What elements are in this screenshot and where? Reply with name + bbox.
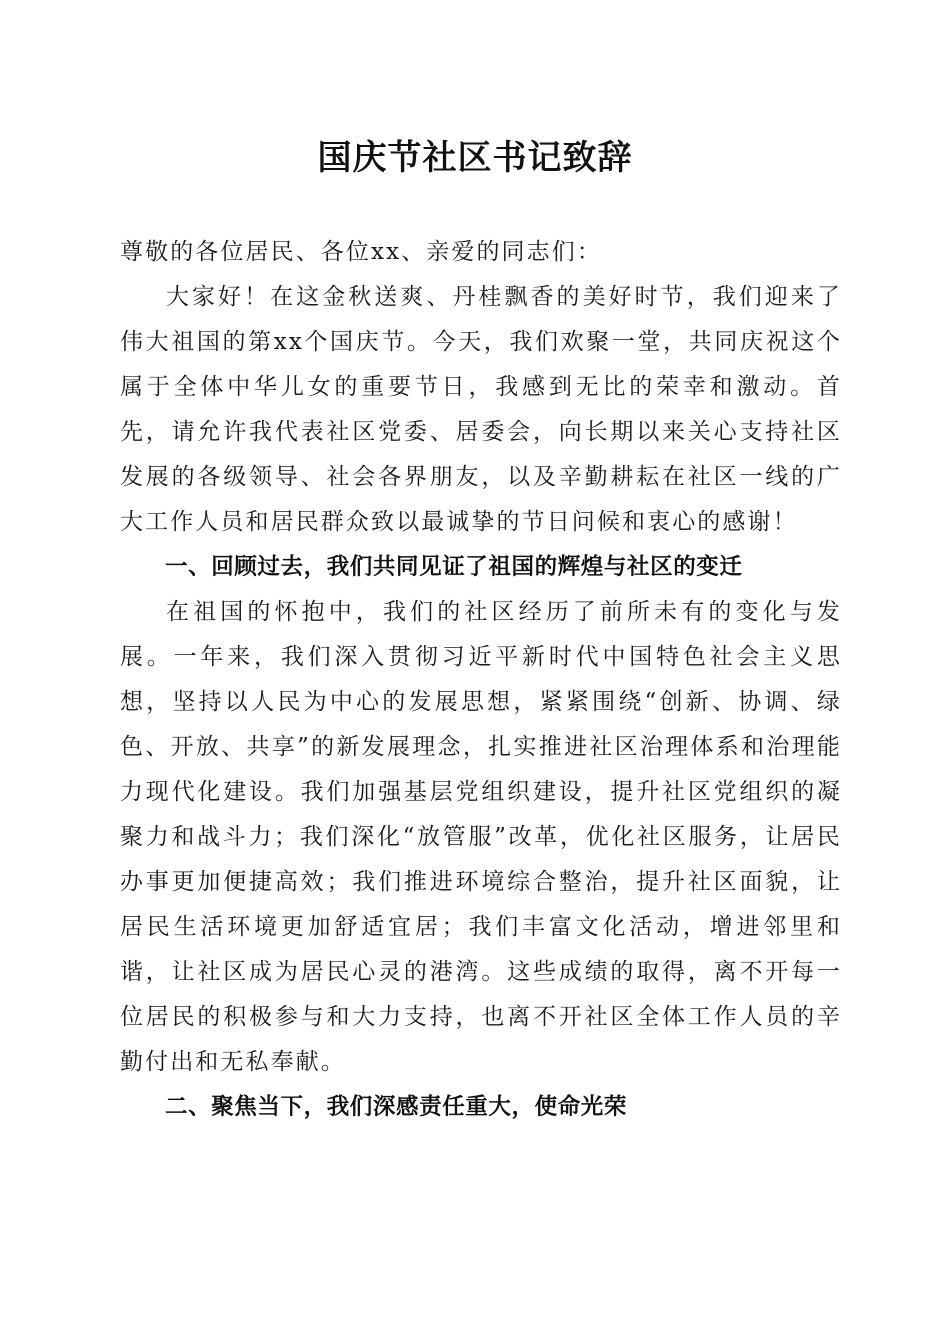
section-heading-1: 一、回顾过去，我们共同见证了祖国的辉煌与社区的变迁 [165, 554, 743, 580]
salutation: 尊敬的各位居民、各位xx、亲爱的同志们： [120, 239, 602, 265]
document-body [120, 230, 842, 1130]
document-title: 国庆节社区书记致辞 [317, 138, 633, 178]
section-1-paragraph: 在祖国的怀抱中，我们的社区经历了前所未有的变化与发展。一年来，我们深入贯彻习近平新时代中国特色社会主义思想，坚持以人民为中心的发展思想，紧紧围绕“创新、协调、绿色、开放、共享”的新发展理念，扎实推进社区治理体系和治理能力现代化建设。我们加强基层党组织建设，提升社区党组织的凝聚力和战斗力；我们深化“放管服”改革，优化社区服务，让居民办事更加便捷高效；我们推进环境综合整治，提升社区面貌，让居民生活环境更加舒适宜居；我们丰富文化活动，增进邻里和谐，让社区成为居民心灵的港湾。这些成绩的取得，离不开每一位居民的积极参与和大力支持，也离不开社区全体工作人员的辛勤付出和无私奉献。 [120, 599, 842, 1075]
opening-paragraph: 大家好！在这金秋送爽、丹桂飘香的美好时节，我们迎来了伟大祖国的第xx个国庆节。今天，我们欢聚一堂，共同庆祝这个属于全体中华儿女的重要节日，我感到无比的荣幸和激动。首先，请允许我代表社区党委、居委会，向长期以来关心支持社区发展的各级领导、社会各界朋友，以及辛勤耕耘在社区一线的广大工作人员和居民群众致以最诚挚的节日问候和衷心的感谢！ [120, 284, 842, 535]
section-heading-2: 二、聚焦当下，我们深感责任重大，使命光荣 [165, 1094, 628, 1120]
